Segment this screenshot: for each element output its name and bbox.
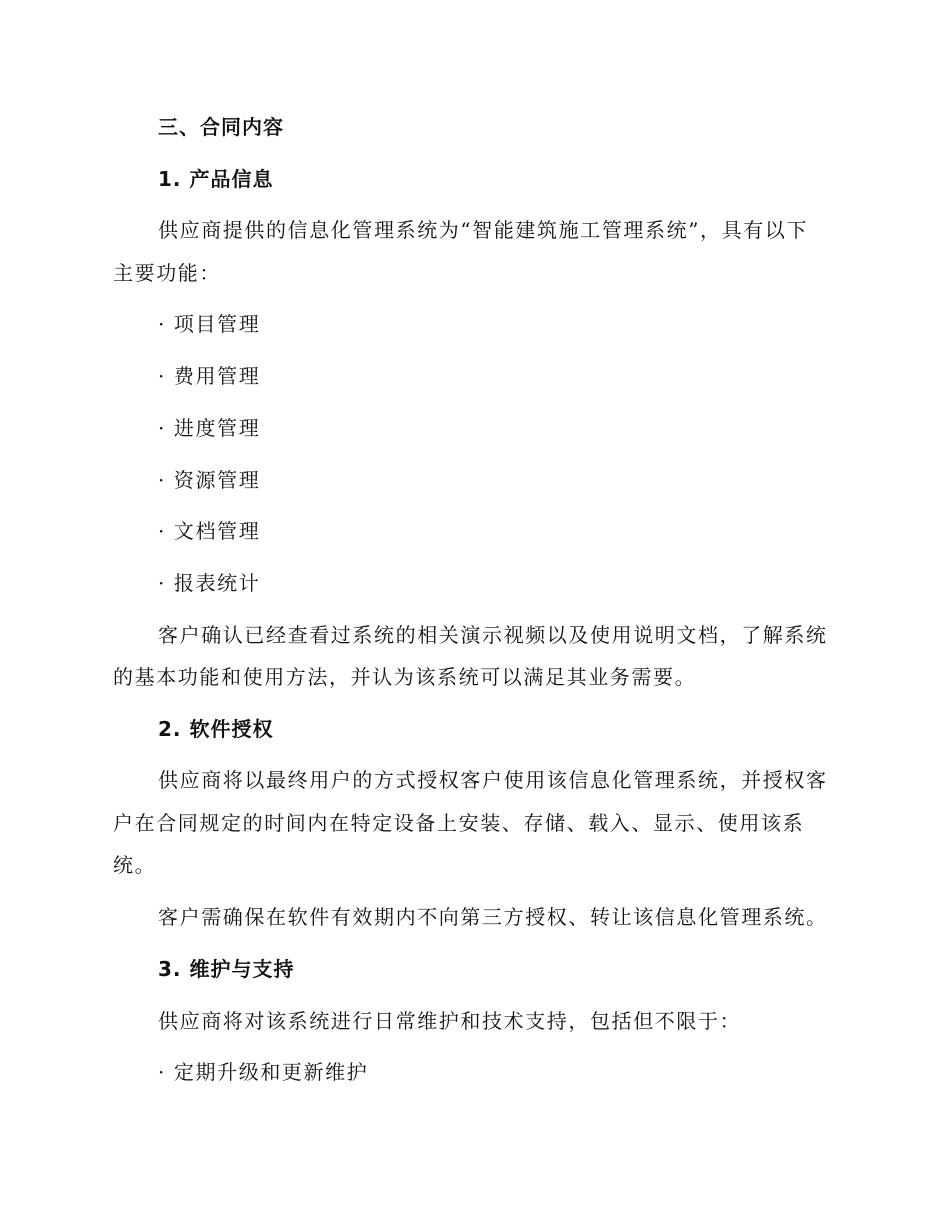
paragraph-line: 供应商将对该系统进行日常维护和技术支持，包括但不限于： <box>158 1009 742 1033</box>
heading-product-info: 1. 产品信息 <box>158 167 274 191</box>
section-heading: 三、合同内容 <box>158 115 284 139</box>
feature-list-item: · 进度管理 <box>158 416 261 440</box>
paragraph-line: 客户需确保在软件有效期内不向第三方授权、转让该信息化管理系统。 <box>158 905 828 929</box>
heading-maintenance-support: 3. 维护与支持 <box>158 957 295 981</box>
support-list-item: · 定期升级和更新维护 <box>158 1060 369 1084</box>
feature-list-item: · 文档管理 <box>158 519 261 543</box>
paragraph-line: 供应商提供的信息化管理系统为“智能建筑施工管理系统”，具有以下 <box>158 218 809 242</box>
feature-list-item: · 资源管理 <box>158 468 261 492</box>
paragraph-line: 统。 <box>113 853 157 877</box>
paragraph-line: 的基本功能和使用方法，并认为该系统可以满足其业务需要。 <box>113 665 697 689</box>
paragraph-line: 主要功能： <box>113 261 221 285</box>
feature-list-item: · 项目管理 <box>158 312 261 336</box>
paragraph-line: 供应商将以最终用户的方式授权客户使用该信息化管理系统，并授权客 <box>158 768 828 792</box>
paragraph-line: 客户确认已经查看过系统的相关演示视频以及使用说明文档，了解系统 <box>158 623 828 647</box>
feature-list-item: · 报表统计 <box>158 571 261 595</box>
feature-list-item: · 费用管理 <box>158 364 261 388</box>
heading-software-license: 2. 软件授权 <box>158 717 274 741</box>
paragraph-line: 户在合同规定的时间内在特定设备上安装、存储、载入、显示、使用该系 <box>113 811 805 835</box>
